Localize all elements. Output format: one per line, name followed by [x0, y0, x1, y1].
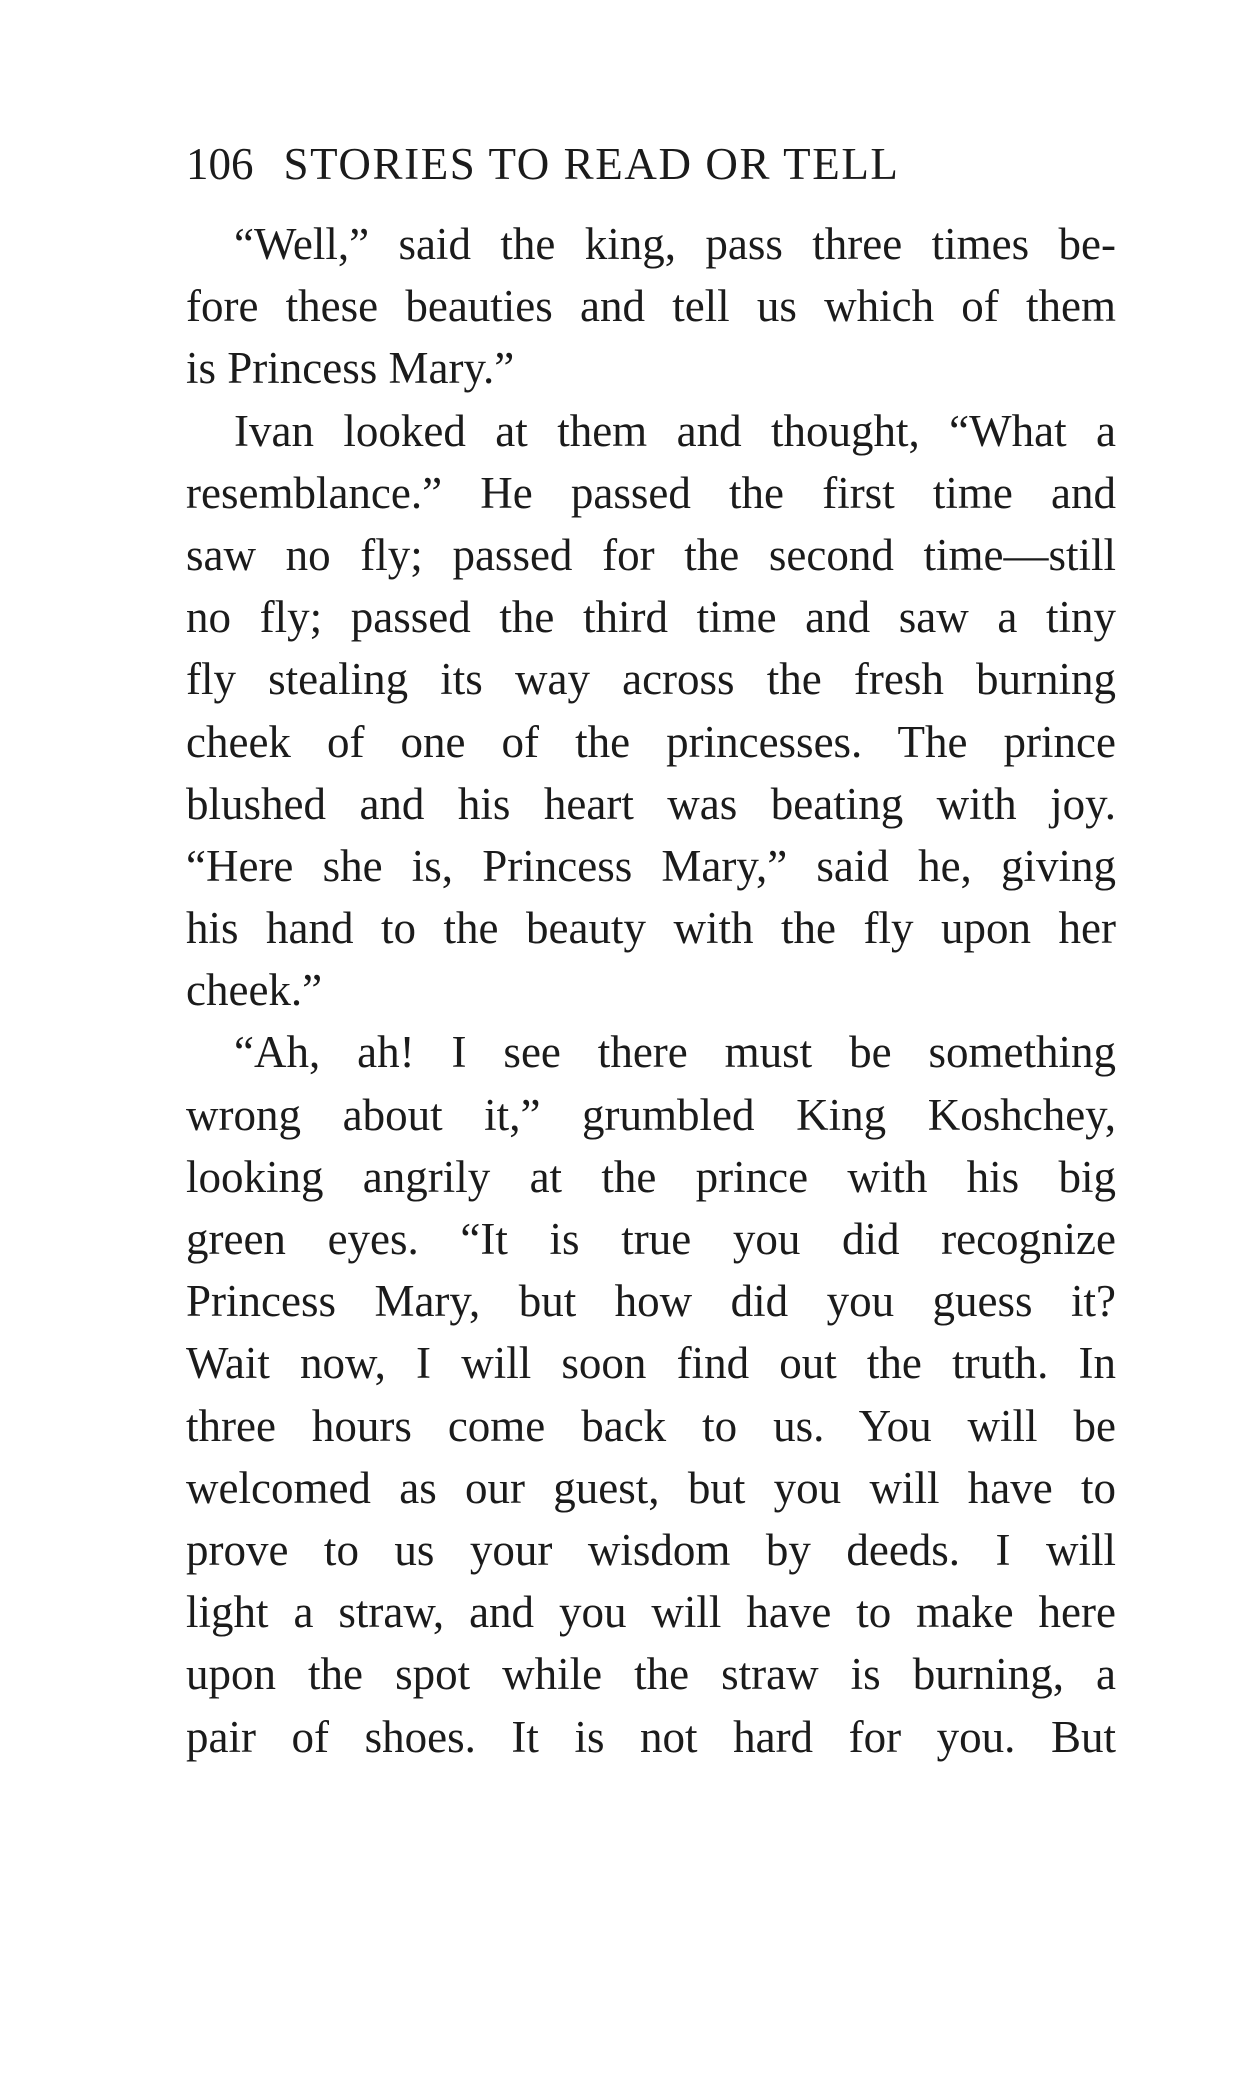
text-line: saw no fly; passed for the second time—still	[186, 529, 1116, 580]
text-line: prove to us your wisdom by deeds. I will	[186, 1524, 1116, 1575]
text-line: “Here she is, Princess Mary,” said he, giving	[186, 840, 1116, 891]
page-header	[186, 136, 1116, 192]
text-line: light a straw, and you will have to make here	[186, 1587, 1116, 1638]
text-line: green eyes. “It is true you did recognize	[186, 1214, 1116, 1264]
text-line: Princess Mary, but how did you guess it?	[186, 1276, 1116, 1327]
text-line: no fly; passed the third time and saw a tiny	[186, 592, 1116, 643]
text-line: is Princess Mary.”	[186, 343, 515, 394]
text-line: Ivan looked at them and thought, “What a	[234, 405, 1116, 456]
text-line: wrong about it,” grumbled King Koshchey,	[186, 1089, 1116, 1140]
text-line: welcomed as our guest, but you will have to	[186, 1462, 1116, 1513]
text-line: “Ah, ah! I see there must be something	[234, 1027, 1116, 1078]
text-line: cheek.”	[186, 965, 323, 1016]
text-line: resemblance.” He passed the first time and	[186, 467, 1116, 518]
text-line: fore these beauties and tell us which of them	[186, 281, 1116, 332]
text-line: blushed and his heart was beating with joy.	[186, 778, 1116, 829]
text-line: pair of shoes. It is not hard for you. But	[186, 1711, 1116, 1762]
running-head: STORIES TO READ OR TELL	[283, 139, 900, 189]
text-line: fly stealing its way across the fresh burning	[186, 654, 1116, 705]
body-text	[186, 213, 1116, 1768]
text-line: three hours come back to us. You will be	[186, 1400, 1116, 1451]
text-line: upon the spot while the straw is burning, a	[186, 1649, 1116, 1700]
text-line: looking angrily at the prince with his big	[186, 1151, 1116, 1202]
page-number: 106	[186, 139, 254, 189]
text-line: his hand to the beauty with the fly upon her	[186, 903, 1116, 954]
text-line: “Well,” said the king, pass three times be-	[234, 219, 1116, 269]
text-line: cheek of one of the princesses. The prince	[186, 716, 1116, 767]
text-line: Wait now, I will soon find out the truth. In	[186, 1338, 1116, 1389]
